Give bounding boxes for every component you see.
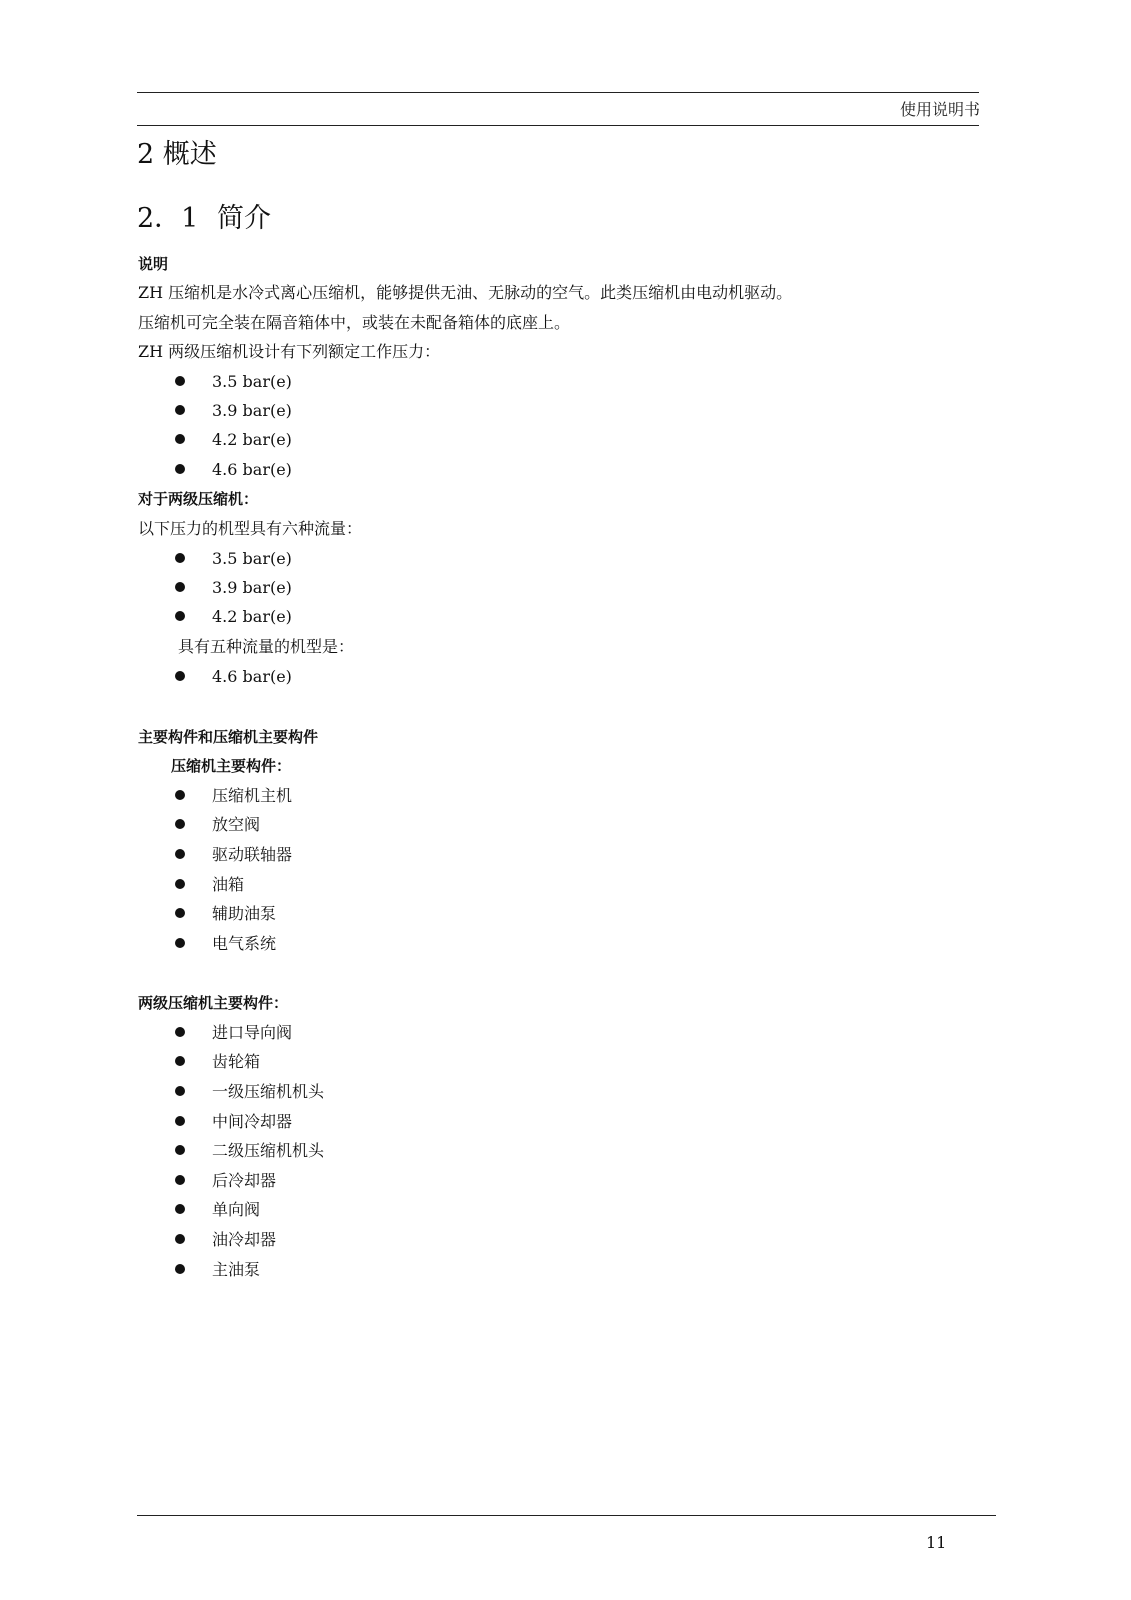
bullet-icon [175, 376, 185, 386]
bullet-icon [175, 1027, 185, 1037]
list-item [175, 549, 292, 569]
pressure-value: 4.6 bar(e) [212, 460, 292, 479]
list-item [175, 875, 244, 895]
component-name: 后冷却器 [212, 1171, 277, 1190]
list-item [175, 934, 276, 954]
section-heading [137, 202, 271, 236]
intro-line: ZH 压缩机是水冷式离心压缩机，能够提供无油、无脉动的空气。此类压缩机由电动机驱动。 [138, 283, 793, 302]
list-item [175, 815, 260, 835]
bullet-icon [175, 1175, 185, 1185]
intro-line: 压缩机可完全装在隔音箱体中，或装在未配备箱体的底座上。 [138, 313, 571, 332]
components-label: 主要构件和压缩机主要构件 [138, 728, 319, 746]
bullet-icon [175, 1086, 185, 1096]
component-name: 进口导向阀 [212, 1023, 293, 1042]
component-name: 中间冷却器 [212, 1112, 293, 1131]
list-item [175, 786, 292, 806]
pressure-value: 4.6 bar(e) [212, 667, 292, 686]
header-bottom-rule [137, 125, 979, 126]
bullet-icon [175, 849, 185, 859]
list-item [175, 372, 292, 392]
six-flow-text: 以下压力的机型具有六种流量： [138, 519, 363, 538]
bullet-icon [175, 879, 185, 889]
bullet-icon [175, 819, 185, 829]
list-item [175, 1260, 260, 1280]
two-stage-components-label: 两级压缩机主要构件： [138, 994, 289, 1012]
list-item [175, 578, 292, 598]
running-title: 使用说明书 [899, 100, 980, 119]
list-item [175, 1052, 260, 1072]
footer-rule [137, 1515, 996, 1516]
bullet-icon [175, 434, 185, 444]
component-name: 一级压缩机机头 [212, 1082, 325, 1101]
component-name: 电气系统 [212, 934, 277, 953]
component-name: 压缩机主机 [212, 786, 293, 805]
list-item [175, 1023, 292, 1043]
bullet-icon [175, 1116, 185, 1126]
list-item [175, 1141, 324, 1161]
page-number: 11 [926, 1533, 947, 1552]
bullet-icon [175, 611, 185, 621]
bullet-icon [175, 1204, 185, 1214]
component-name: 油箱 [212, 875, 245, 894]
intro-label: 说明 [138, 255, 169, 273]
component-name: 辅助油泵 [212, 904, 277, 923]
bullet-icon [175, 1056, 185, 1066]
chapter-title: 2 概述 [137, 139, 217, 170]
list-item [175, 430, 292, 450]
list-item [175, 401, 292, 421]
pressure-value: 4.2 bar(e) [212, 430, 292, 449]
list-item [175, 1230, 276, 1250]
pressure-value: 3.9 bar(e) [212, 578, 292, 597]
compressor-components-label: 压缩机主要构件： [171, 757, 292, 775]
bullet-icon [175, 908, 185, 918]
component-name: 齿轮箱 [212, 1052, 261, 1071]
component-name: 油冷却器 [212, 1230, 277, 1249]
two-stage-label: 对于两级压缩机： [138, 490, 259, 508]
bullet-icon [175, 405, 185, 415]
pressure-value: 4.2 bar(e) [212, 607, 292, 626]
list-item [175, 1082, 324, 1102]
pressure-value: 3.5 bar(e) [212, 549, 292, 568]
bullet-icon [175, 553, 185, 563]
list-item [175, 904, 276, 924]
bullet-icon [175, 1234, 185, 1244]
bullet-icon [175, 582, 185, 592]
list-item [175, 667, 292, 687]
component-name: 单向阀 [212, 1200, 261, 1219]
section-number: 2．1 [137, 203, 199, 234]
component-name: 放空阀 [212, 815, 261, 834]
list-item [175, 1200, 260, 1220]
bullet-icon [175, 671, 185, 681]
list-item [175, 1112, 292, 1132]
list-item [175, 460, 292, 480]
component-name: 二级压缩机机头 [212, 1141, 325, 1160]
bullet-icon [175, 1145, 185, 1155]
five-flow-text: 具有五种流量的机型是： [178, 637, 355, 656]
bullet-icon [175, 790, 185, 800]
component-name: 驱动联轴器 [212, 845, 293, 864]
section-title: 简介 [217, 203, 271, 234]
pressure-value: 3.9 bar(e) [212, 401, 292, 420]
bullet-icon [175, 464, 185, 474]
list-item [175, 845, 292, 865]
list-item [175, 607, 292, 627]
bullet-icon [175, 938, 185, 948]
bullet-icon [175, 1264, 185, 1274]
list-item [175, 1171, 276, 1191]
header-top-rule [137, 92, 979, 93]
pressure-value: 3.5 bar(e) [212, 372, 292, 391]
component-name: 主油泵 [212, 1260, 261, 1279]
intro-line: ZH 两级压缩机设计有下列额定工作压力： [138, 342, 441, 361]
